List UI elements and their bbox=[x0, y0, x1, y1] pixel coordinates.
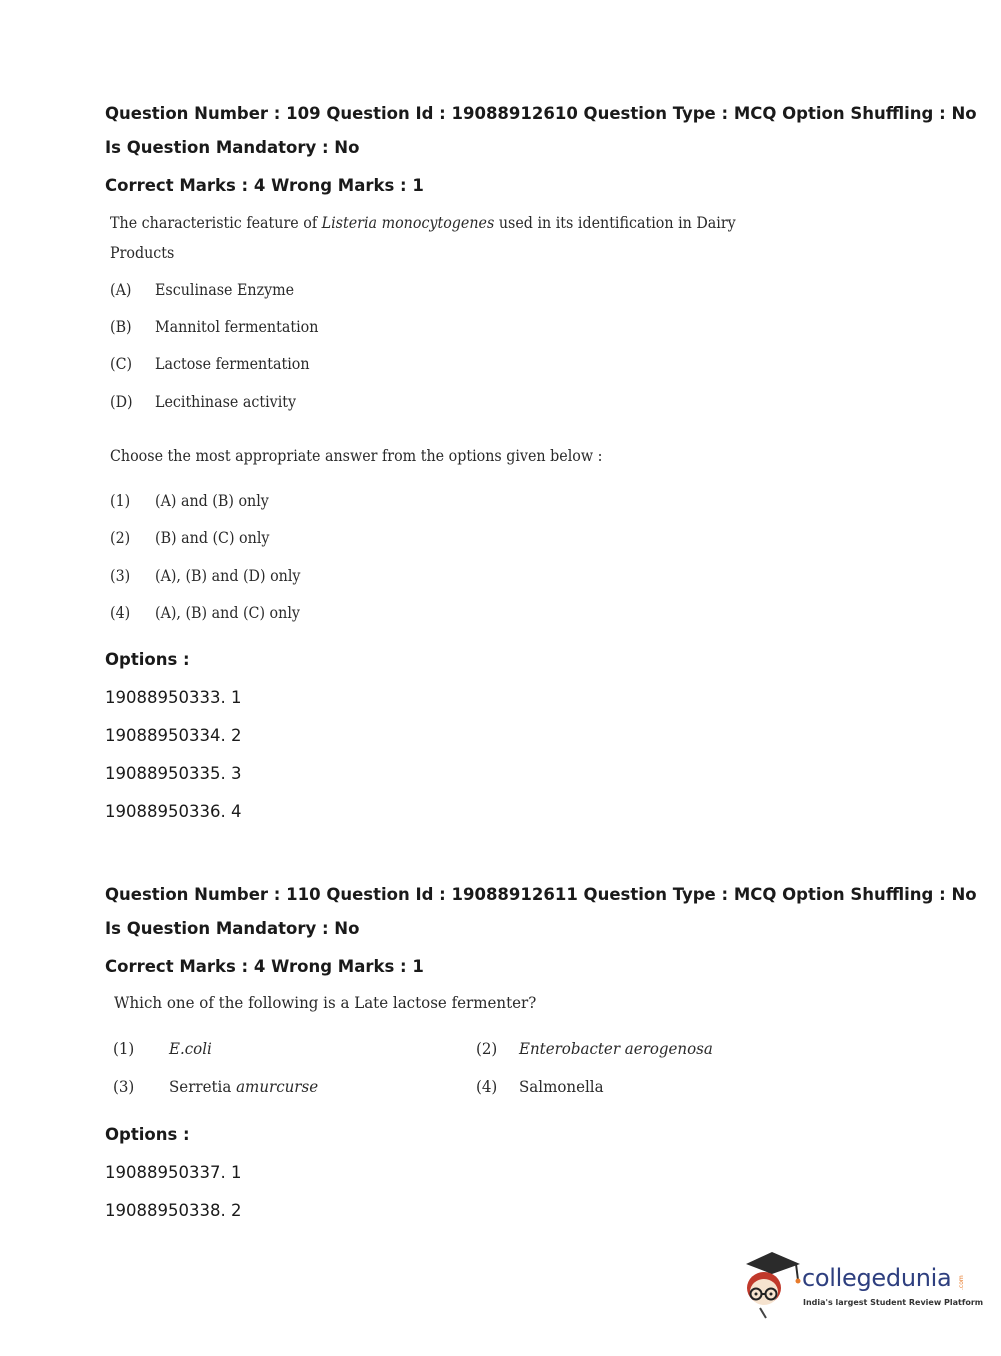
q109-option: 19088950333. 1 bbox=[105, 688, 242, 707]
q109-header-line1: Question Number : 109 Question Id : 19088912610 Question Type : MCQ Option Shuffling : No bbox=[105, 104, 977, 123]
q110-stem: Which one of the following is a Late lactose fermenter? bbox=[114, 993, 537, 1012]
q110-choice-text-part-a: Serretia bbox=[169, 1077, 237, 1096]
q109-statement-label: (B) bbox=[110, 318, 132, 336]
q109-choice-label: (1) bbox=[110, 492, 131, 510]
q109-statement-label: (C) bbox=[110, 355, 133, 373]
q110-choice-label: (2) bbox=[476, 1039, 498, 1058]
q109-choice-label: (3) bbox=[110, 567, 131, 585]
q109-statement-text: Mannitol fermentation bbox=[155, 318, 319, 336]
q109-stem-line1 bbox=[110, 214, 736, 232]
q109-options-heading: Options : bbox=[105, 650, 190, 669]
q110-choice-text: E.coli bbox=[169, 1039, 212, 1058]
q109-choice-text: (A), (B) and (C) only bbox=[155, 604, 300, 622]
q110-choice-label: (3) bbox=[113, 1077, 135, 1096]
q109-choice-label: (4) bbox=[110, 604, 131, 622]
q110-options-heading: Options : bbox=[105, 1125, 190, 1144]
q109-statement-text: Esculinase Enzyme bbox=[155, 281, 295, 299]
q110-choice-text: Salmonella bbox=[519, 1077, 604, 1096]
q110-marks: Correct Marks : 4 Wrong Marks : 1 bbox=[105, 957, 424, 976]
q109-option: 19088950335. 3 bbox=[105, 764, 242, 783]
q110-option: 19088950337. 1 bbox=[105, 1163, 242, 1182]
logo-tld: .com bbox=[958, 1275, 965, 1290]
q109-option: 19088950336. 4 bbox=[105, 802, 242, 821]
q110-option: 19088950338. 2 bbox=[105, 1201, 242, 1220]
q110-choice-label: (4) bbox=[476, 1077, 498, 1096]
q110-header-line1: Question Number : 110 Question Id : 19088912611 Question Type : MCQ Option Shuffling : No bbox=[105, 885, 977, 904]
q110-choice-text: Enterobacter aerogenosa bbox=[519, 1039, 713, 1058]
q109-choice-text: (A) and (B) only bbox=[155, 492, 269, 510]
q109-stem-organism: Listeria monocytogenes bbox=[321, 214, 495, 232]
q109-stem-part-a: The characteristic feature of bbox=[110, 214, 322, 232]
q109-stem-part-b: used in its identification in Dairy bbox=[494, 214, 736, 232]
q109-statement-text: Lecithinase activity bbox=[155, 393, 297, 411]
q109-marks: Correct Marks : 4 Wrong Marks : 1 bbox=[105, 176, 424, 195]
logo-tagline: India's largest Student Review Platform bbox=[803, 1298, 984, 1307]
q109-choose-text: Choose the most appropriate answer from the options given below : bbox=[110, 447, 603, 465]
collegedunia-logo bbox=[742, 1250, 984, 1322]
q109-choice-text: (A), (B) and (D) only bbox=[155, 567, 301, 585]
q109-choice-label: (2) bbox=[110, 529, 131, 547]
logo-wordmark: collegedunia bbox=[802, 1264, 952, 1292]
q109-statement-label: (D) bbox=[110, 393, 133, 411]
q109-header-line2: Is Question Mandatory : No bbox=[105, 138, 360, 157]
mascot-icon bbox=[742, 1250, 804, 1320]
q109-stem-line2: Products bbox=[110, 244, 175, 262]
q109-choice-text: (B) and (C) only bbox=[155, 529, 270, 547]
q110-header-line2: Is Question Mandatory : No bbox=[105, 919, 360, 938]
q109-statement-text: Lactose fermentation bbox=[155, 355, 310, 373]
q109-option: 19088950334. 2 bbox=[105, 726, 242, 745]
q109-statement-label: (A) bbox=[110, 281, 132, 299]
q110-choice-text-part-b: amurcurse bbox=[236, 1077, 319, 1096]
q110-choice-text bbox=[169, 1077, 318, 1096]
q110-choice-label: (1) bbox=[113, 1039, 135, 1058]
